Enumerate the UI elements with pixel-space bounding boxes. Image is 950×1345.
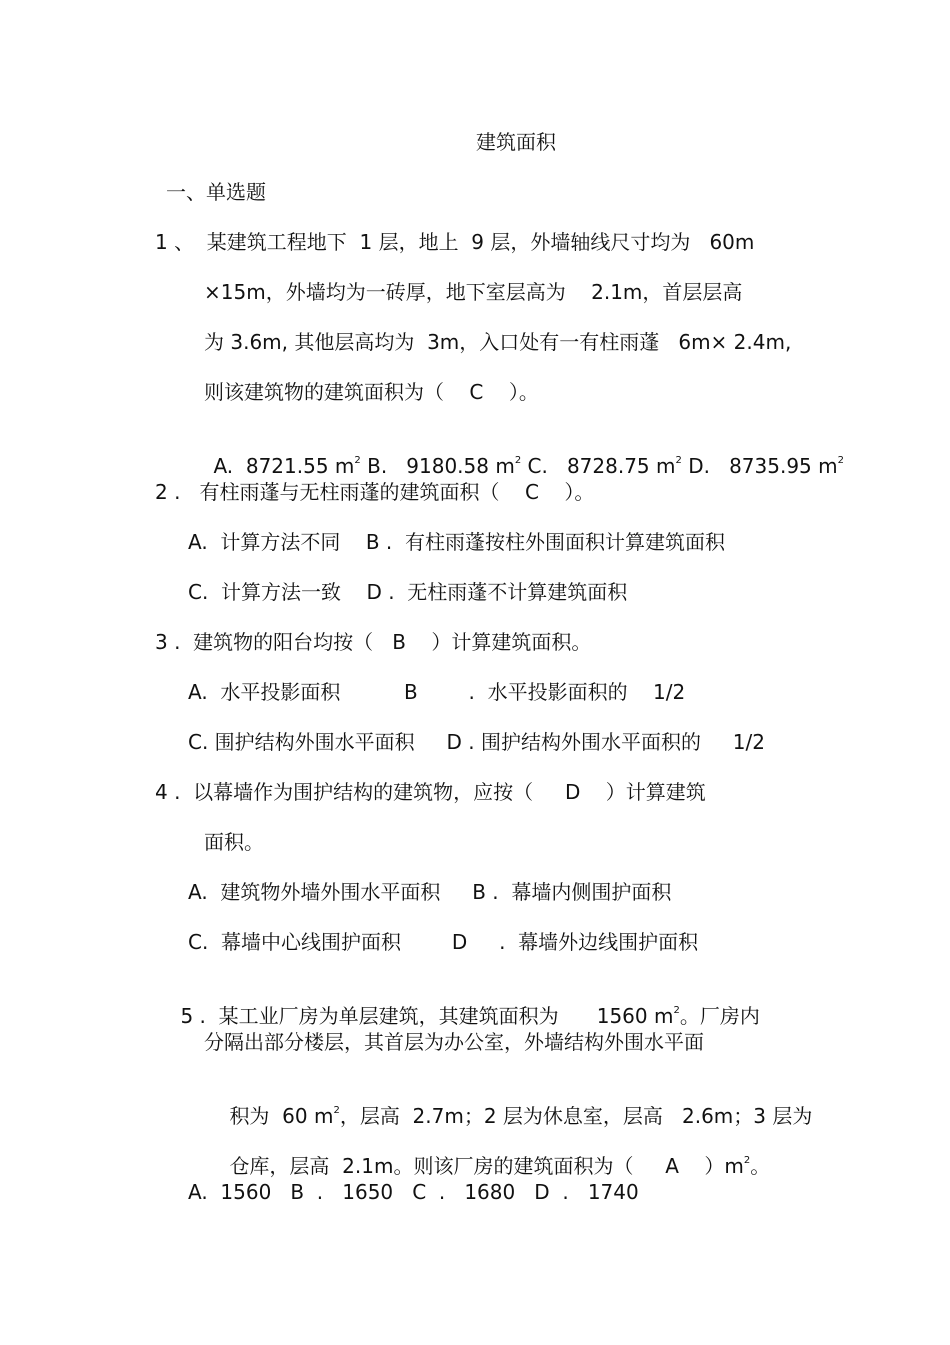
question-3-line-1: 3 . 建筑物的阳台均按（ B ）计算建筑面积。 (155, 630, 592, 654)
question-3-options-cd: C. 围护结构外围水平面积 D . 围护结构外围水平面积的 1/2 (188, 730, 765, 754)
question-5-line-3-tail: ，层高 2.7m；2 层为休息室，层高 2.6m；3 层为 (339, 1104, 813, 1128)
question-5-line-4-tail: 。 (750, 1154, 771, 1178)
question-5-line-1-text: 5 . 某工业厂房为单层建筑，其建筑面积为 1560 m (180, 1004, 674, 1028)
question-1-line-3: 为 3.6m, 其他层高均为 3m，入口处有一有柱雨蓬 6m× 2.4m, (204, 330, 792, 354)
question-1-line-2: ×15m，外墙均为一砖厚，地下室层高为 2.1m，首层层高 (204, 280, 743, 304)
question-1-line-1: 1 、 某建筑工程地下 1 层，地上 9 层，外墙轴线尺寸均为 60m (155, 230, 755, 254)
superscript: 2 (333, 1105, 340, 1116)
superscript: 2 (675, 455, 682, 466)
question-4-options-ab: A. 建筑物外墙外围水平面积 B . 幕墙内侧围护面积 (188, 880, 672, 904)
superscript: 2 (354, 455, 361, 466)
question-5-line-4-text: 仓库，层高 2.1m。则该厂房的建筑面积为（ A ）m (229, 1154, 744, 1178)
question-2-line-1: 2 . 有柱雨蓬与无柱雨蓬的建筑面积（ C ）。 (155, 480, 595, 504)
superscript: 2 (514, 455, 522, 466)
question-5-line-2: 分隔出部分楼层，其首层为办公室，外墙结构外围水平面 (204, 1030, 704, 1054)
question-2-options-cd: C. 计算方法一致 D . 无柱雨蓬不计算建筑面积 (188, 580, 628, 604)
question-5-options: A. 1560 B . 1650 C . 1680 D . 1740 (188, 1180, 639, 1204)
superscript: 2 (837, 455, 844, 466)
page-title: 建筑面积 (476, 130, 556, 154)
option-d: D. 8735.95 m (681, 454, 838, 478)
question-5-line-1-tail: 。厂房内 (679, 1004, 760, 1028)
question-4-line-2: 面积。 (204, 830, 264, 854)
question-2-options-ab: A. 计算方法不同 B . 有柱雨蓬按柱外围面积计算建筑面积 (188, 530, 725, 554)
superscript: 2 (743, 1155, 751, 1166)
superscript: 2 (673, 1005, 680, 1016)
question-3-options-ab: A. 水平投影面积 B . 水平投影面积的 1/2 (188, 680, 686, 704)
option-a: A. 8721.55 m (213, 454, 355, 478)
question-4-options-cd: C. 幕墙中心线围护面积 D . 幕墙外边线围护面积 (188, 930, 699, 954)
option-b: B. 9180.58 m (360, 454, 515, 478)
section-heading: 一、单选题 (166, 180, 266, 204)
question-5-line-3-text: 积为 60 m (229, 1104, 334, 1128)
question-4-line-1: 4 . 以幕墙作为围护结构的建筑物，应按（ D ）计算建筑 (155, 780, 706, 804)
option-c: C. 8728.75 m (521, 454, 676, 478)
question-1-line-4: 则该建筑物的建筑面积为（ C ）。 (204, 380, 539, 404)
